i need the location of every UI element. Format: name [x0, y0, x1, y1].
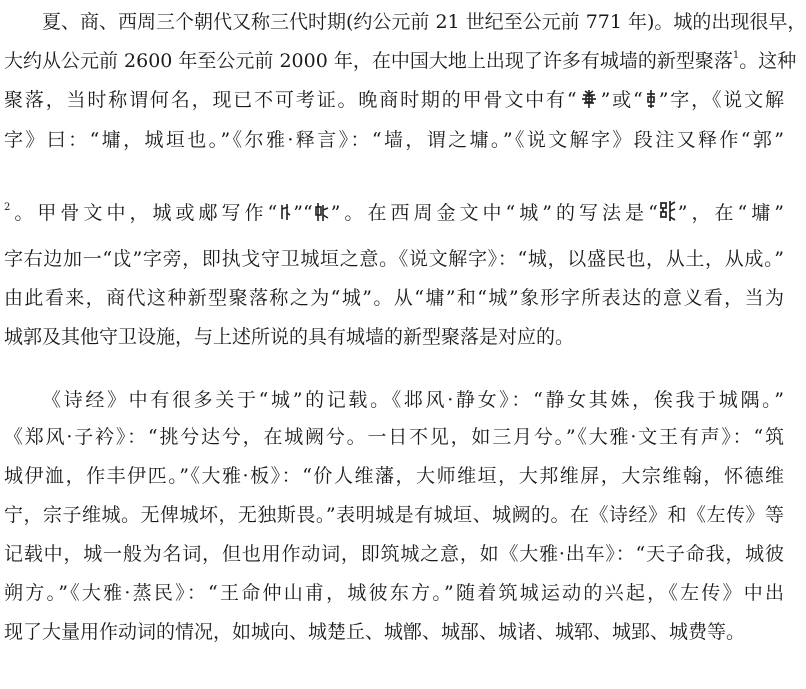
text-run: 由此看来，商代这种新型聚落称之为“城”。从“墉”和“城”象形字所表达的意义看，当为: [4, 287, 784, 309]
text-run: 字》曰：“墉，城垣也。”《尔雅·释言》：“墙，谓之墉。”《说文解字》段注又释作“郭”: [4, 129, 784, 151]
paragraph-2-line-3: [4, 460, 784, 492]
text-run: 朔方。”《大雅·蒸民》：“王命仲山甫，城彼东方。”随着筑城运动的兴起，《左传》中出: [4, 582, 784, 604]
paragraph-2-line-7: [4, 616, 784, 648]
bronze-inscription-cheng-glyph: [659, 199, 677, 223]
paragraph-1-line-4: [4, 124, 784, 156]
text-run: 大约从公元前 2600 年至公元前 2000 年，在中国大地上出现了许多有城墙的新型聚落: [4, 50, 733, 72]
paragraph-1-line-8: [4, 321, 784, 353]
text-run: ”。在西周金文中“城”的写法是“: [330, 202, 658, 224]
paragraph-2-line-5: [4, 538, 784, 570]
paragraph-2-line-2: [4, 421, 784, 453]
text-run: 《郑风·子衿》：“挑兮达兮，在城阙兮。一日不见，如三月兮。”《大雅·文王有声》：“筑: [4, 426, 784, 448]
paragraph-2-line-6: [4, 577, 784, 609]
text-run: 《诗经》中有很多关于“城”的记载。《邶风·静女》：“静女其姝，俟我于城隅。”: [42, 389, 784, 411]
oracle-bone-cheng-glyph-2: [314, 201, 330, 223]
text-run: ”或“: [600, 89, 643, 111]
paragraph-2-line-1: [42, 384, 784, 416]
text-run: 。这种: [739, 50, 797, 72]
text-run: 记载中，城一般为名词，但也用作动词，即筑城之意，如《大雅·出车》：“天子命我，城彼: [4, 543, 784, 565]
text-run: ”字，《说文解: [658, 89, 784, 111]
text-run: 。甲骨文中，城或郕写作“: [10, 202, 278, 224]
paragraph-1-line-7: [4, 282, 784, 314]
text-run: 聚落，当时称谓何名，现已不可考证。晚商时期的甲骨文中有“: [4, 89, 577, 111]
oracle-bone-yong-glyph-1: [578, 88, 600, 110]
paragraph-1-line-6: [4, 243, 784, 275]
paragraph-1-line-1: [42, 6, 806, 38]
text-run: 现了大量用作动词的情况，如城向、城楚丘、城鄫、城郚、城诸、城郓、城郢、城费等。: [4, 621, 746, 643]
paragraph-1-line-2: [4, 45, 797, 77]
footnote-ref-1: 1: [732, 50, 740, 61]
oracle-bone-yong-glyph-2: [644, 88, 658, 110]
paragraph-1-line-3: [4, 84, 784, 116]
text-run: 字右边加一“戉”字旁，即执戈守卫城垣之意。《说文解字》：“城，以盛民也，从土，从成。”: [4, 248, 784, 270]
text-run: 宁，宗子维城。无俾城坏，无独斯畏。”表明城是有城垣、城阙的。在《诗经》和《左传》等: [4, 504, 784, 526]
text-run: 夏、商、西周三个朝代又称三代时期(约公元前 21 世纪至公元前 771 年)。城的出现很早，: [42, 11, 806, 33]
text-run: ”“: [293, 202, 313, 224]
text-run: 城郭及其他守卫设施，与上述所说的具有城墙的新型聚落是对应的。: [4, 326, 575, 348]
oracle-bone-cheng-glyph-1: [278, 201, 292, 223]
footnote-ref-2: 2: [4, 202, 11, 213]
paragraph-2-line-4: [4, 499, 784, 531]
text-run: 城伊洫，作丰伊匹。”《大雅·板》：“价人维藩，大师维垣，大邦维屏，大宗维翰，怀德维: [4, 465, 784, 487]
paragraph-1-line-5: [4, 197, 784, 229]
text-run: ”，在“墉”: [677, 202, 784, 224]
